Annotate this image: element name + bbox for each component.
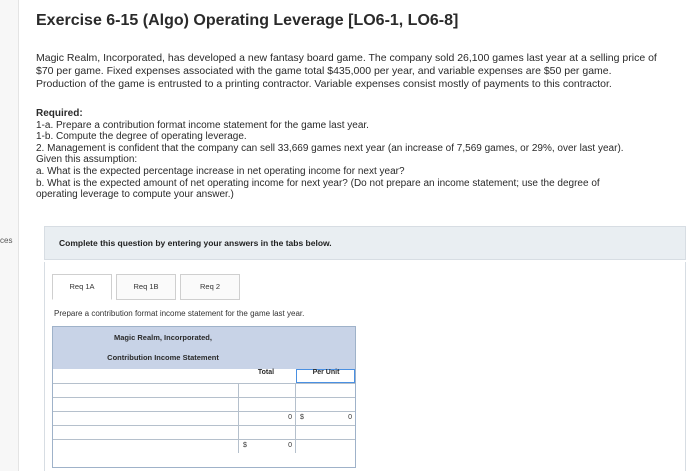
table-row — [53, 425, 355, 439]
required-section — [36, 108, 691, 201]
column-header-per-unit: Per Unit — [312, 369, 340, 376]
per-unit-input[interactable] — [296, 426, 355, 439]
total-value: 0 — [288, 414, 292, 421]
row-label-input[interactable] — [53, 398, 239, 411]
required-line: 2. Management is confident that the company can sell 33,669 games next year (an increase of 7,569 games, or 29%, over last year). — [36, 142, 624, 154]
instruction-text: Complete this question by entering your answers in the tabs below. — [59, 238, 332, 248]
table-row — [53, 439, 355, 453]
row-label-input[interactable] — [53, 412, 239, 425]
tab-req-1a[interactable]: Req 1A — [52, 274, 112, 300]
per-unit-input[interactable] — [296, 384, 355, 397]
intro-line: Production of the game is entrusted to a printing contractor. Variable expenses consist mostly of payments to this contractor. — [36, 78, 612, 90]
total-input[interactable] — [239, 440, 296, 453]
required-line: b. What is the expected amount of net operating income for next year? (Do not prepare an income statement; use the degree of — [36, 177, 600, 189]
row-label-input[interactable] — [53, 384, 239, 397]
statement-title: Contribution Income Statement — [107, 353, 219, 362]
per-unit-input[interactable] — [296, 412, 355, 425]
company-name: Magic Realm, Incorporated, — [114, 333, 212, 342]
per-unit-input[interactable] — [296, 440, 355, 453]
column-header-total: Total — [257, 369, 275, 376]
required-line: 1-b. Compute the degree of operating leverage. — [36, 131, 247, 143]
tab-prompt: Prepare a contribution format income statement for the game last year. — [54, 309, 305, 318]
row-label-input[interactable] — [53, 426, 239, 439]
required-line: a. What is the expected percentage increase in net operating income for next year? — [36, 165, 405, 177]
required-line: Given this assumption: — [36, 154, 138, 166]
required-line: 1-a. Prepare a contribution format income statement for the game last year. — [36, 119, 369, 131]
table-row — [53, 411, 355, 425]
statement-header — [53, 327, 355, 369]
required-heading: Required: — [36, 108, 83, 119]
left-sidebar-strip — [0, 0, 19, 471]
currency-symbol: $ — [300, 414, 304, 421]
table-row — [53, 383, 355, 397]
required-line: operating leverage to compute your answer.) — [36, 189, 234, 201]
instruction-banner — [44, 226, 686, 260]
total-value: 0 — [288, 442, 292, 449]
intro-line: Magic Realm, Incorporated, has developed a new fantasy board game. The company sold 26,100 games last year at a selling price of — [36, 52, 657, 64]
table-row — [53, 397, 355, 411]
tab-req-1b[interactable]: Req 1B — [116, 274, 176, 300]
total-input[interactable] — [239, 426, 296, 439]
per-unit-input[interactable] — [296, 398, 355, 411]
total-input[interactable] — [239, 398, 296, 411]
per-unit-value: 0 — [348, 414, 352, 421]
sidebar-label: ces — [0, 236, 13, 245]
total-input[interactable] — [239, 384, 296, 397]
problem-description — [36, 52, 691, 91]
income-statement-table — [52, 326, 356, 468]
total-input[interactable] — [239, 412, 296, 425]
currency-symbol: $ — [243, 442, 247, 449]
intro-line: $70 per game. Fixed expenses associated with the game total $435,000 per year, and variable expenses are $50 per game. — [36, 65, 612, 77]
row-label-input[interactable] — [53, 440, 239, 453]
exercise-title: Exercise 6-15 (Algo) Operating Leverage [LO6-1, LO6-8] — [36, 12, 459, 29]
tab-req-2[interactable]: Req 2 — [180, 274, 240, 300]
